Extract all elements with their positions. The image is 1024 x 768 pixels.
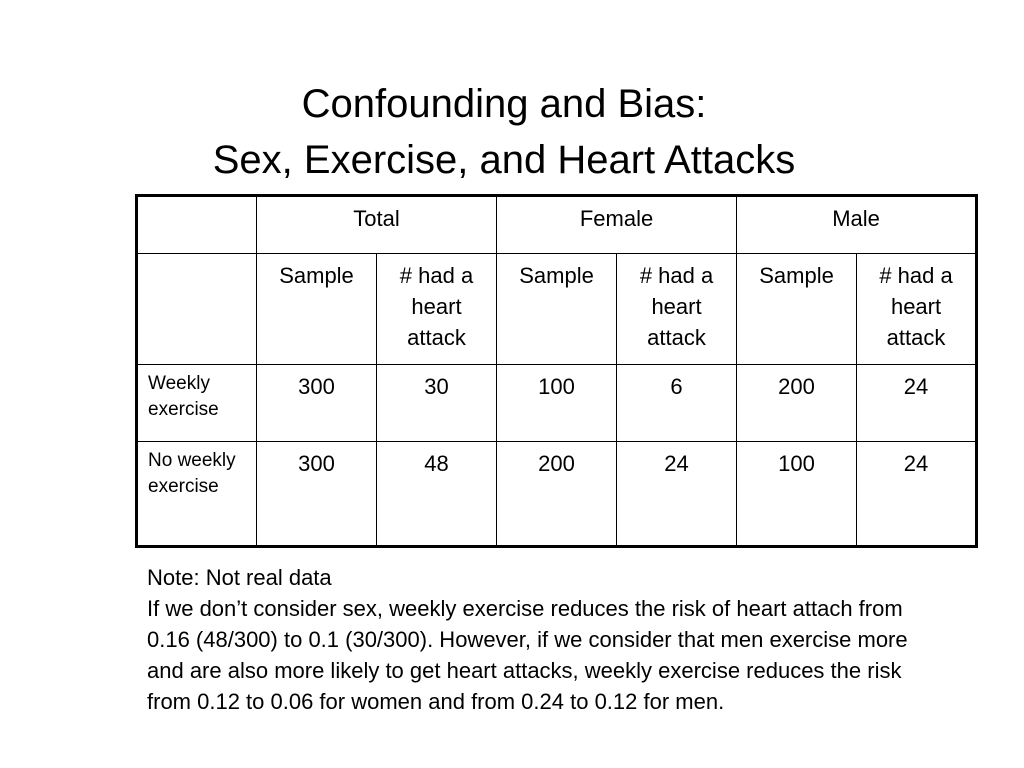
subheader-male-heart-attack: # had a heart attack xyxy=(857,253,977,364)
subheader-female-heart-attack: # had a heart attack xyxy=(617,253,737,364)
table-cell: 24 xyxy=(617,441,737,546)
table-row xyxy=(137,441,977,546)
group-header-female: Female xyxy=(497,196,737,254)
table-corner-cell xyxy=(137,253,257,364)
title-line-2: Sex, Exercise, and Heart Attacks xyxy=(212,138,796,182)
note-disclaimer: Note: Not real data xyxy=(147,565,332,590)
group-header-total: Total xyxy=(257,196,497,254)
title-line-1: Confounding and Bias: xyxy=(301,82,707,126)
subheader-total-heart-attack: # had a heart attack xyxy=(377,253,497,364)
group-header-male: Male xyxy=(737,196,977,254)
table-cell: 300 xyxy=(257,365,377,441)
subheader-male-sample: Sample xyxy=(737,253,857,364)
row-label-no-weekly-exercise: No weekly exercise xyxy=(137,441,257,546)
slide-title xyxy=(0,76,1008,188)
table-group-header-row xyxy=(137,196,977,254)
table-cell: 6 xyxy=(617,365,737,441)
table-cell: 100 xyxy=(497,365,617,441)
table-cell: 100 xyxy=(737,441,857,546)
table-cell: 24 xyxy=(857,365,977,441)
table-subheader-row xyxy=(137,253,977,364)
data-table xyxy=(135,194,978,548)
row-label-weekly-exercise: Weekly exercise xyxy=(137,365,257,441)
table-cell: 300 xyxy=(257,441,377,546)
table-cell: 200 xyxy=(497,441,617,546)
table-row xyxy=(137,365,977,441)
table-cell: 200 xyxy=(737,365,857,441)
note-paragraph: If we don’t consider sex, weekly exercise reduces the risk of heart attach from 0.16 (48/300) to 0.1 (30/300). However, if we consider that men exercise more and are also more likely to get heart attacks, weekly exercise reduces the risk from 0.12 to 0.06 for women and from 0.24 to 0.12 for men. xyxy=(147,596,908,714)
table-cell: 24 xyxy=(857,441,977,546)
table-corner-cell xyxy=(137,196,257,254)
table-cell: 30 xyxy=(377,365,497,441)
notes-block xyxy=(147,562,927,717)
table-cell: 48 xyxy=(377,441,497,546)
subheader-total-sample: Sample xyxy=(257,253,377,364)
subheader-female-sample: Sample xyxy=(497,253,617,364)
